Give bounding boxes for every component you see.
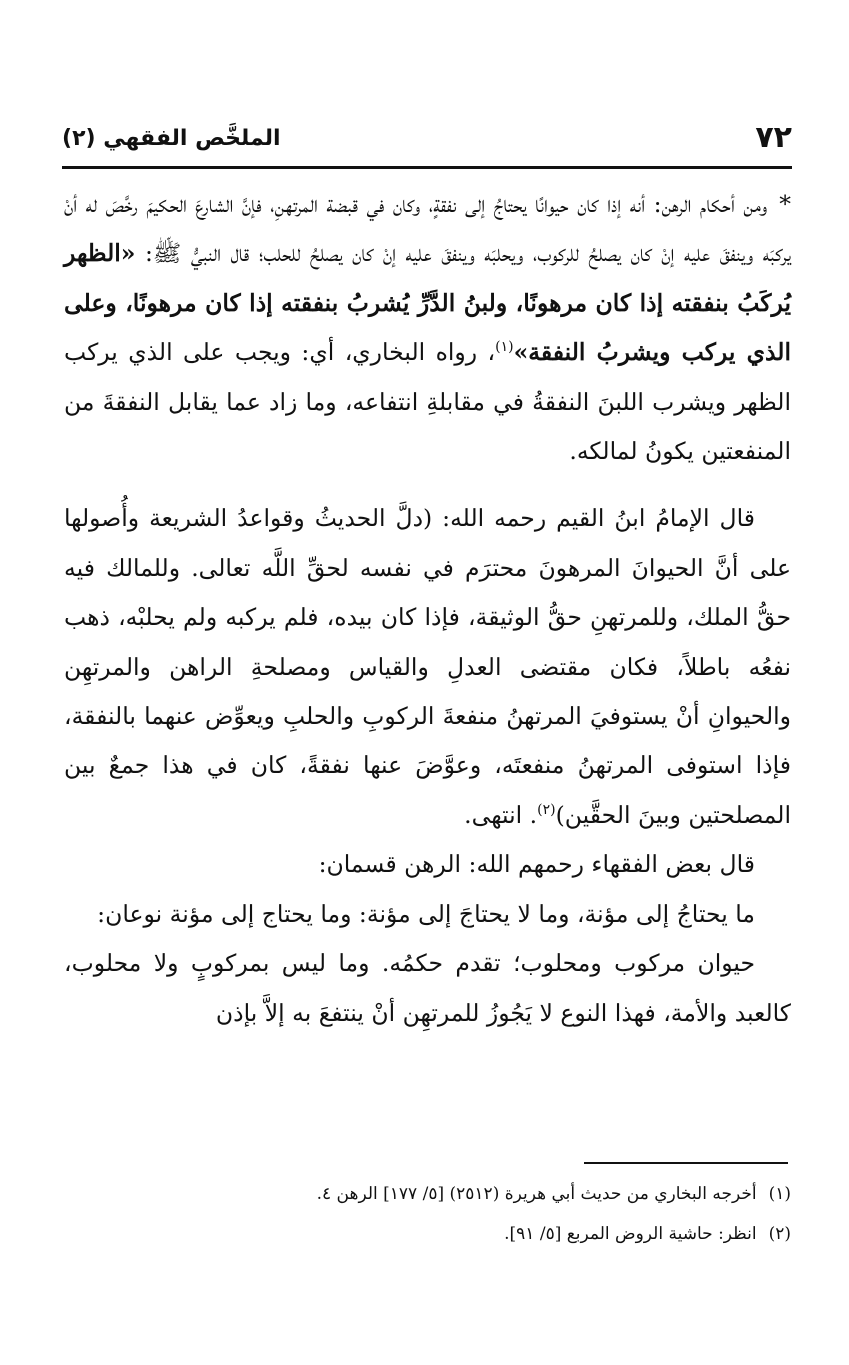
running-title: الملخَّص الفقهي (٢)	[62, 126, 281, 151]
paragraph-ibn-qayyim	[64, 494, 791, 840]
footnote-number: (١)	[768, 1184, 791, 1204]
paragraph-text: ومن أحكام الرهن: أنه إذا كان حيوانًا يحتاجُ إلى نفقةٍ، وكان في قبضة المرتهنِ، فإنَّ الشارعَ الحكيمَ رخَّصَ له أنْ يركبَه وينفقَ عليه إنْ كان يصلحُ للركوب، ويحلبَه وينفقَ عليه إنْ كان يصلحُ للحلب؛ قال النبيُّ ﷺ:	[64, 190, 791, 268]
footnote-2	[64, 1214, 791, 1254]
footnote-ref-2: (٢)	[537, 802, 556, 819]
paragraph-rahn-rulings	[64, 180, 791, 476]
paragraph-animals: حيوان مركوب ومحلوب؛ تقدم حكمُه. وما ليس بمركوبٍ ولا محلوب، كالعبد والأمة، فهذا النوع لا يَجُوزُ للمرتهِن أنْ ينتفعَ به إلاَّ بإذن	[64, 949, 791, 1027]
paragraph-text: قال الإمامُ ابنُ القيم رحمه الله: (دلَّ الحديثُ وقواعدُ الشريعة وأُصولها على أنَّ الحيوانَ المرهونَ محترَم في نفسه لحقِّ اللَّه تعالى. وللمالك فيه حقُّ الملك، وللمرتهنِ حقُّ الوثيقة، فإذا كان بيده، فلم يركبه ولم يحلبْه، ذهب نفعُه باطلاً، فكان مقتضى العدلِ والقياس ومصلحةِ الراهن والمرتهِن والحيوانِ أنْ يستوفيَ المرتهنُ منفعةَ الركوبِ والحلبِ ويعوِّض عنهما بالنفقة، فإذا استوفى المرتهنُ منفعتَه، وعوَّضَ عنها نفقةً، كان في هذا جمعٌ بين المصلحتين وبينَ الحقَّين)	[64, 504, 791, 829]
asterisk-icon: *	[779, 190, 791, 218]
paragraph-text: . انتهى.	[464, 800, 538, 829]
page-number: ٧٢	[755, 120, 792, 155]
footnote-text: أخرجه البخاري من حديث أبي هريرة (٢٥١٢) [٥/ ١٧٧] الرهن ٤.	[316, 1184, 757, 1204]
footnote-number: (٢)	[768, 1224, 791, 1244]
header-rule	[62, 166, 792, 169]
page-header	[62, 118, 792, 162]
footnote-separator	[584, 1162, 788, 1164]
footnotes	[64, 1174, 791, 1254]
footnote-ref-1: (١)	[495, 339, 514, 356]
hadith-quote: «الظهر يُركَبُ بنفقته إذا كان مرهونًا، ولبنُ الدَّرِّ يُشربُ بنفقته إذا كان مرهونًا، وعلى الذي يركب ويشربُ النفقة»	[64, 239, 791, 367]
footnote-text: انظر: حاشية الروض المربع [٥/ ٩١].	[504, 1224, 757, 1244]
footnote-1	[64, 1174, 791, 1214]
paragraph-provision: ما يحتاجُ إلى مؤنة، وما لا يحتاجَ إلى مؤنة: وما يحتاج إلى مؤنة نوعان:	[97, 899, 755, 928]
main-text	[64, 180, 791, 1038]
paragraph-two-types: قال بعض الفقهاء رحمهم الله: الرهن قسمان:	[318, 850, 755, 879]
paragraph-text: ، رواه البخاري، أي: ويجب على الذي يركب الظهر ويشرب اللبنَ النفقةُ في مقابلةِ انتفاعه، وما زاد عما يقابل النفقةَ من المنفعتين يكونُ لمالكه.	[64, 338, 791, 466]
